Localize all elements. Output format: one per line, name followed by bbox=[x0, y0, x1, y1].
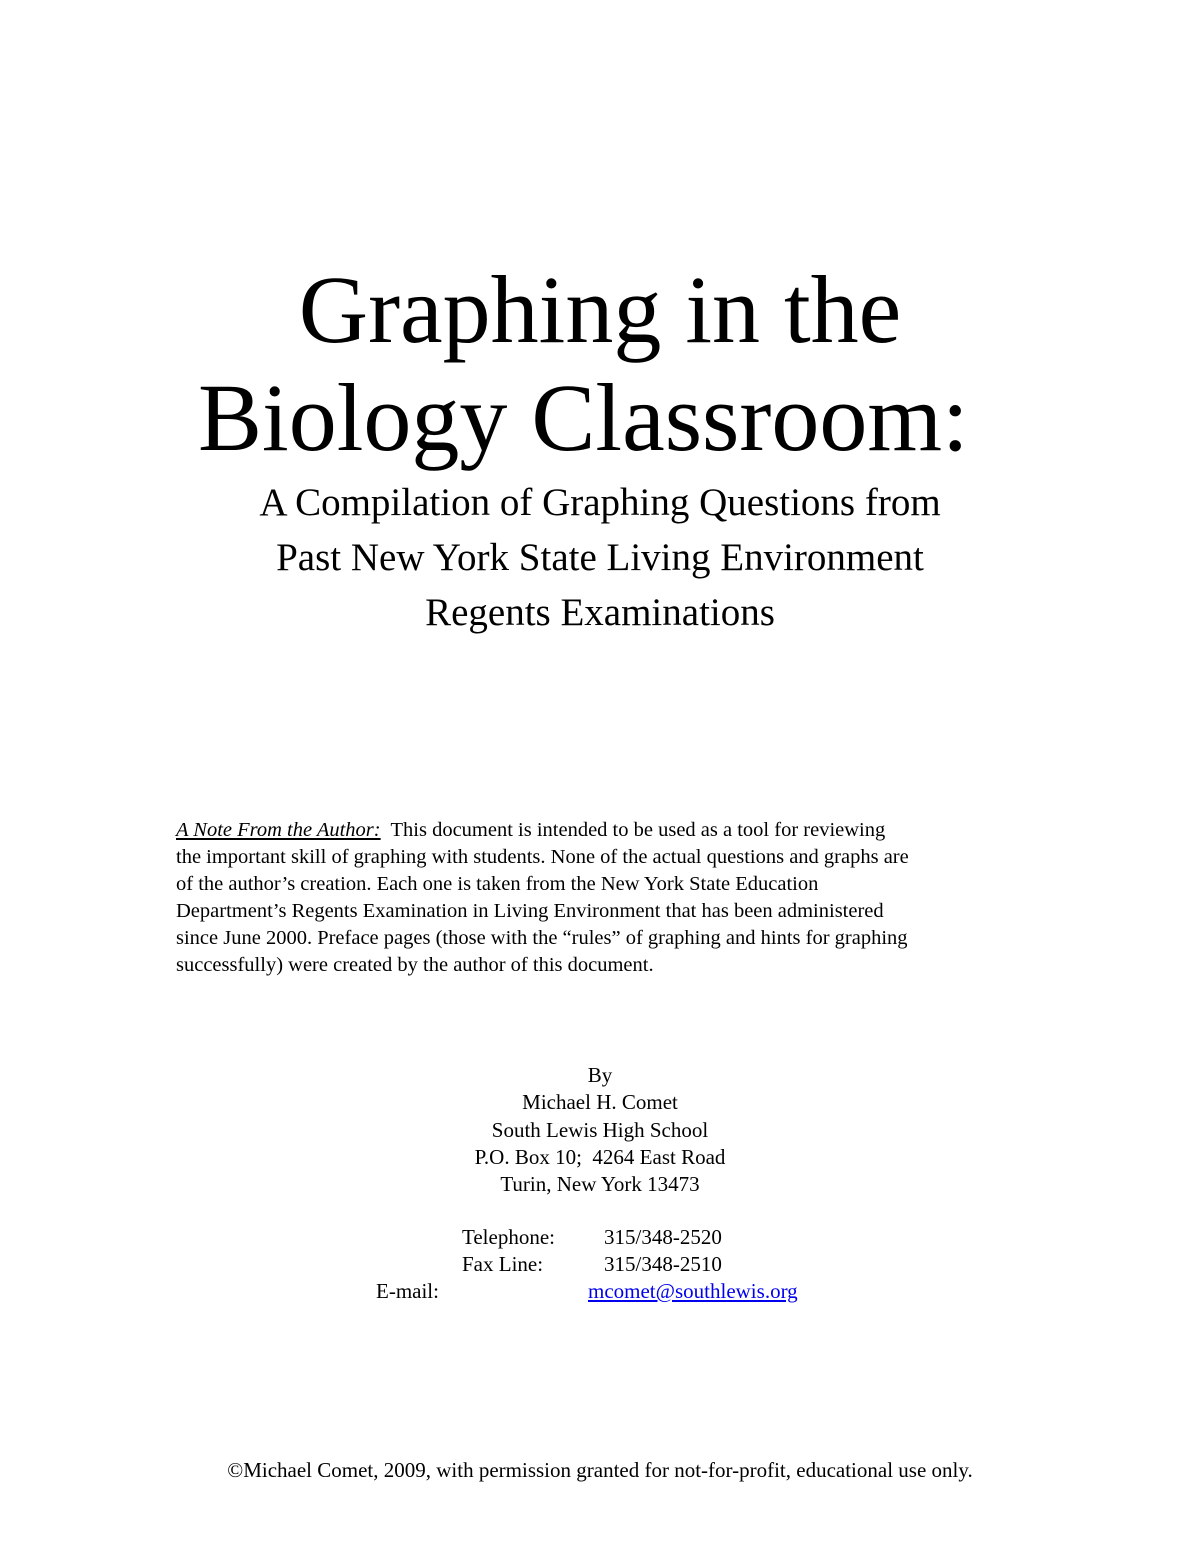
subtitle-line-1: A Compilation of Graphing Questions from bbox=[259, 481, 941, 524]
note-line-1 bbox=[176, 817, 1036, 844]
telephone-label: Telephone: bbox=[462, 1225, 555, 1249]
page-title-line-2: Biology Classroom: bbox=[198, 364, 969, 471]
copyright-footer: ©Michael Comet, 2009, with permission granted for not-for-profit, educational use only. bbox=[227, 1458, 973, 1482]
note-label: A Note From the Author: bbox=[176, 819, 381, 841]
note-line-3: of the author’s creation. Each one is taken from the New York State Education bbox=[176, 873, 819, 895]
author-name: Michael H. Comet bbox=[522, 1090, 678, 1115]
page-title-line-1: Graphing in the bbox=[298, 256, 902, 363]
subtitle-line-3: Regents Examinations bbox=[425, 591, 775, 634]
fax-label: Fax Line: bbox=[462, 1252, 544, 1276]
fax-number: 315/348-2510 bbox=[604, 1252, 722, 1276]
note-line-2: the important skill of graphing with students. None of the actual questions and graphs are bbox=[176, 846, 909, 868]
author-note bbox=[176, 817, 1036, 979]
note-text-1: This document is intended to be used as a tool for reviewing bbox=[380, 819, 886, 841]
note-line-5: since June 2000. Preface pages (those with the “rules” of graphing and hints for graphing bbox=[176, 927, 908, 949]
email-label: E-mail: bbox=[376, 1279, 439, 1303]
by-label: By bbox=[587, 1063, 613, 1087]
telephone-number: 315/348-2520 bbox=[604, 1225, 722, 1249]
author-city: Turin, New York 13473 bbox=[500, 1172, 700, 1197]
author-school: South Lewis High School bbox=[491, 1117, 709, 1142]
subtitle bbox=[0, 475, 1200, 640]
author-block bbox=[0, 1062, 1200, 1198]
note-line-4: Department’s Regents Examination in Living Environment that has been administered bbox=[176, 900, 884, 922]
author-address: P.O. Box 10; 4264 East Road bbox=[474, 1144, 726, 1169]
email-link[interactable]: mcomet@southlewis.org bbox=[588, 1279, 798, 1303]
subtitle-line-2: Past New York State Living Environment bbox=[276, 536, 924, 579]
note-line-6: successfully) were created by the author of this document. bbox=[176, 954, 654, 976]
